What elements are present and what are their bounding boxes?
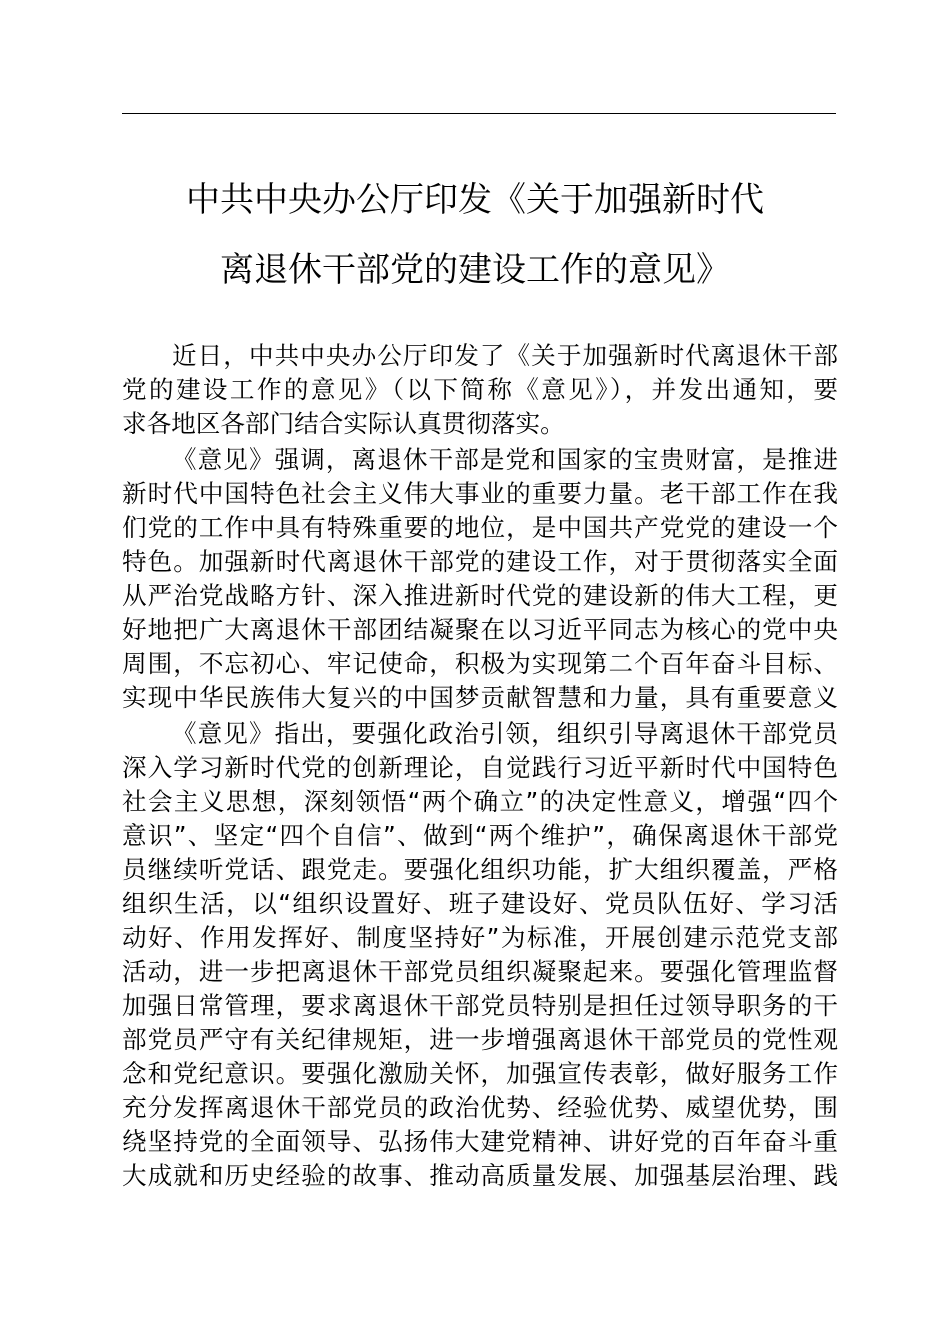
- body-line-20: 加强日常管理，要求离退休干部党员特别是担任过领导职务的干: [122, 991, 838, 1020]
- body-line-24: 绕坚持党的全面领导、弘扬伟大建党精神、讲好党的百年奋斗重: [122, 1127, 838, 1156]
- body-line-6: 们党的工作中具有特殊重要的地位，是中国共产党党的建设一个: [122, 513, 838, 542]
- body-line-25: 大成就和历史经验的故事、推动高质量发展、加强基层治理、践: [122, 1161, 838, 1190]
- body-line-23: 充分发挥离退休干部党员的政治优势、经验优势、威望优势，围: [122, 1093, 838, 1122]
- header-rule: [122, 113, 836, 114]
- body-line-18: 动好、作用发挥好、制度坚持好”为标准，开展创建示范党支部: [122, 923, 838, 952]
- body-line-9: 好地把广大离退休干部团结凝聚在以习近平同志为核心的党中央: [122, 615, 838, 644]
- body-line-12: 《意见》指出，要强化政治引领，组织引导离退休干部党员: [172, 719, 838, 748]
- body-line-17: 组织生活，以“组织设置好、班子建设好、党员队伍好、学习活: [122, 889, 838, 918]
- document-title-line-2: 离退休干部党的建设工作的意见》: [220, 250, 730, 290]
- body-line-5: 新时代中国特色社会主义伟大事业的重要力量。老干部工作在我: [122, 479, 838, 508]
- body-line-14: 社会主义思想，深刻领悟“两个确立”的决定性意义，增强“四个: [122, 787, 838, 816]
- body-line-10: 周围，不忘初心、牢记使命，积极为实现第二个百年奋斗目标、: [122, 649, 838, 678]
- body-line-22: 念和党纪意识。要强化激励关怀，加强宣传表彰，做好服务工作: [122, 1059, 838, 1088]
- body-line-4: 《意见》强调，离退休干部是党和国家的宝贵财富，是推进: [172, 445, 838, 474]
- body-line-13: 深入学习新时代党的创新理论，自觉践行习近平新时代中国特色: [122, 753, 838, 782]
- body-line-3: 求各地区各部门结合实际认真贯彻落实。: [122, 409, 565, 438]
- body-line-19: 活动，进一步把离退休干部党员组织凝聚起来。要强化管理监督: [122, 957, 838, 986]
- body-line-11: 实现中华民族伟大复兴的中国梦贡献智慧和力量，具有重要意义: [122, 683, 838, 712]
- document-title-line-1: 中共中央办公厅印发《关于加强新时代: [186, 180, 764, 220]
- body-line-21: 部党员严守有关纪律规矩，进一步增强离退休干部党员的党性观: [122, 1025, 838, 1054]
- body-line-15: 意识”、坚定“四个自信”、做到“两个维护”，确保离退休干部党: [122, 821, 838, 850]
- body-line-8: 从严治党战略方针、深入推进新时代党的建设新的伟大工程，更: [122, 581, 838, 610]
- body-line-16: 员继续听党话、跟党走。要强化组织功能，扩大组织覆盖，严格: [122, 855, 838, 884]
- body-line-7: 特色。加强新时代离退休干部党的建设工作，对于贯彻落实全面: [122, 547, 838, 576]
- body-line-2: 党的建设工作的意见》（以下简称《意见》），并发出通知，要: [122, 375, 838, 404]
- body-line-1: 近日，中共中央办公厅印发了《关于加强新时代离退休干部: [172, 341, 838, 370]
